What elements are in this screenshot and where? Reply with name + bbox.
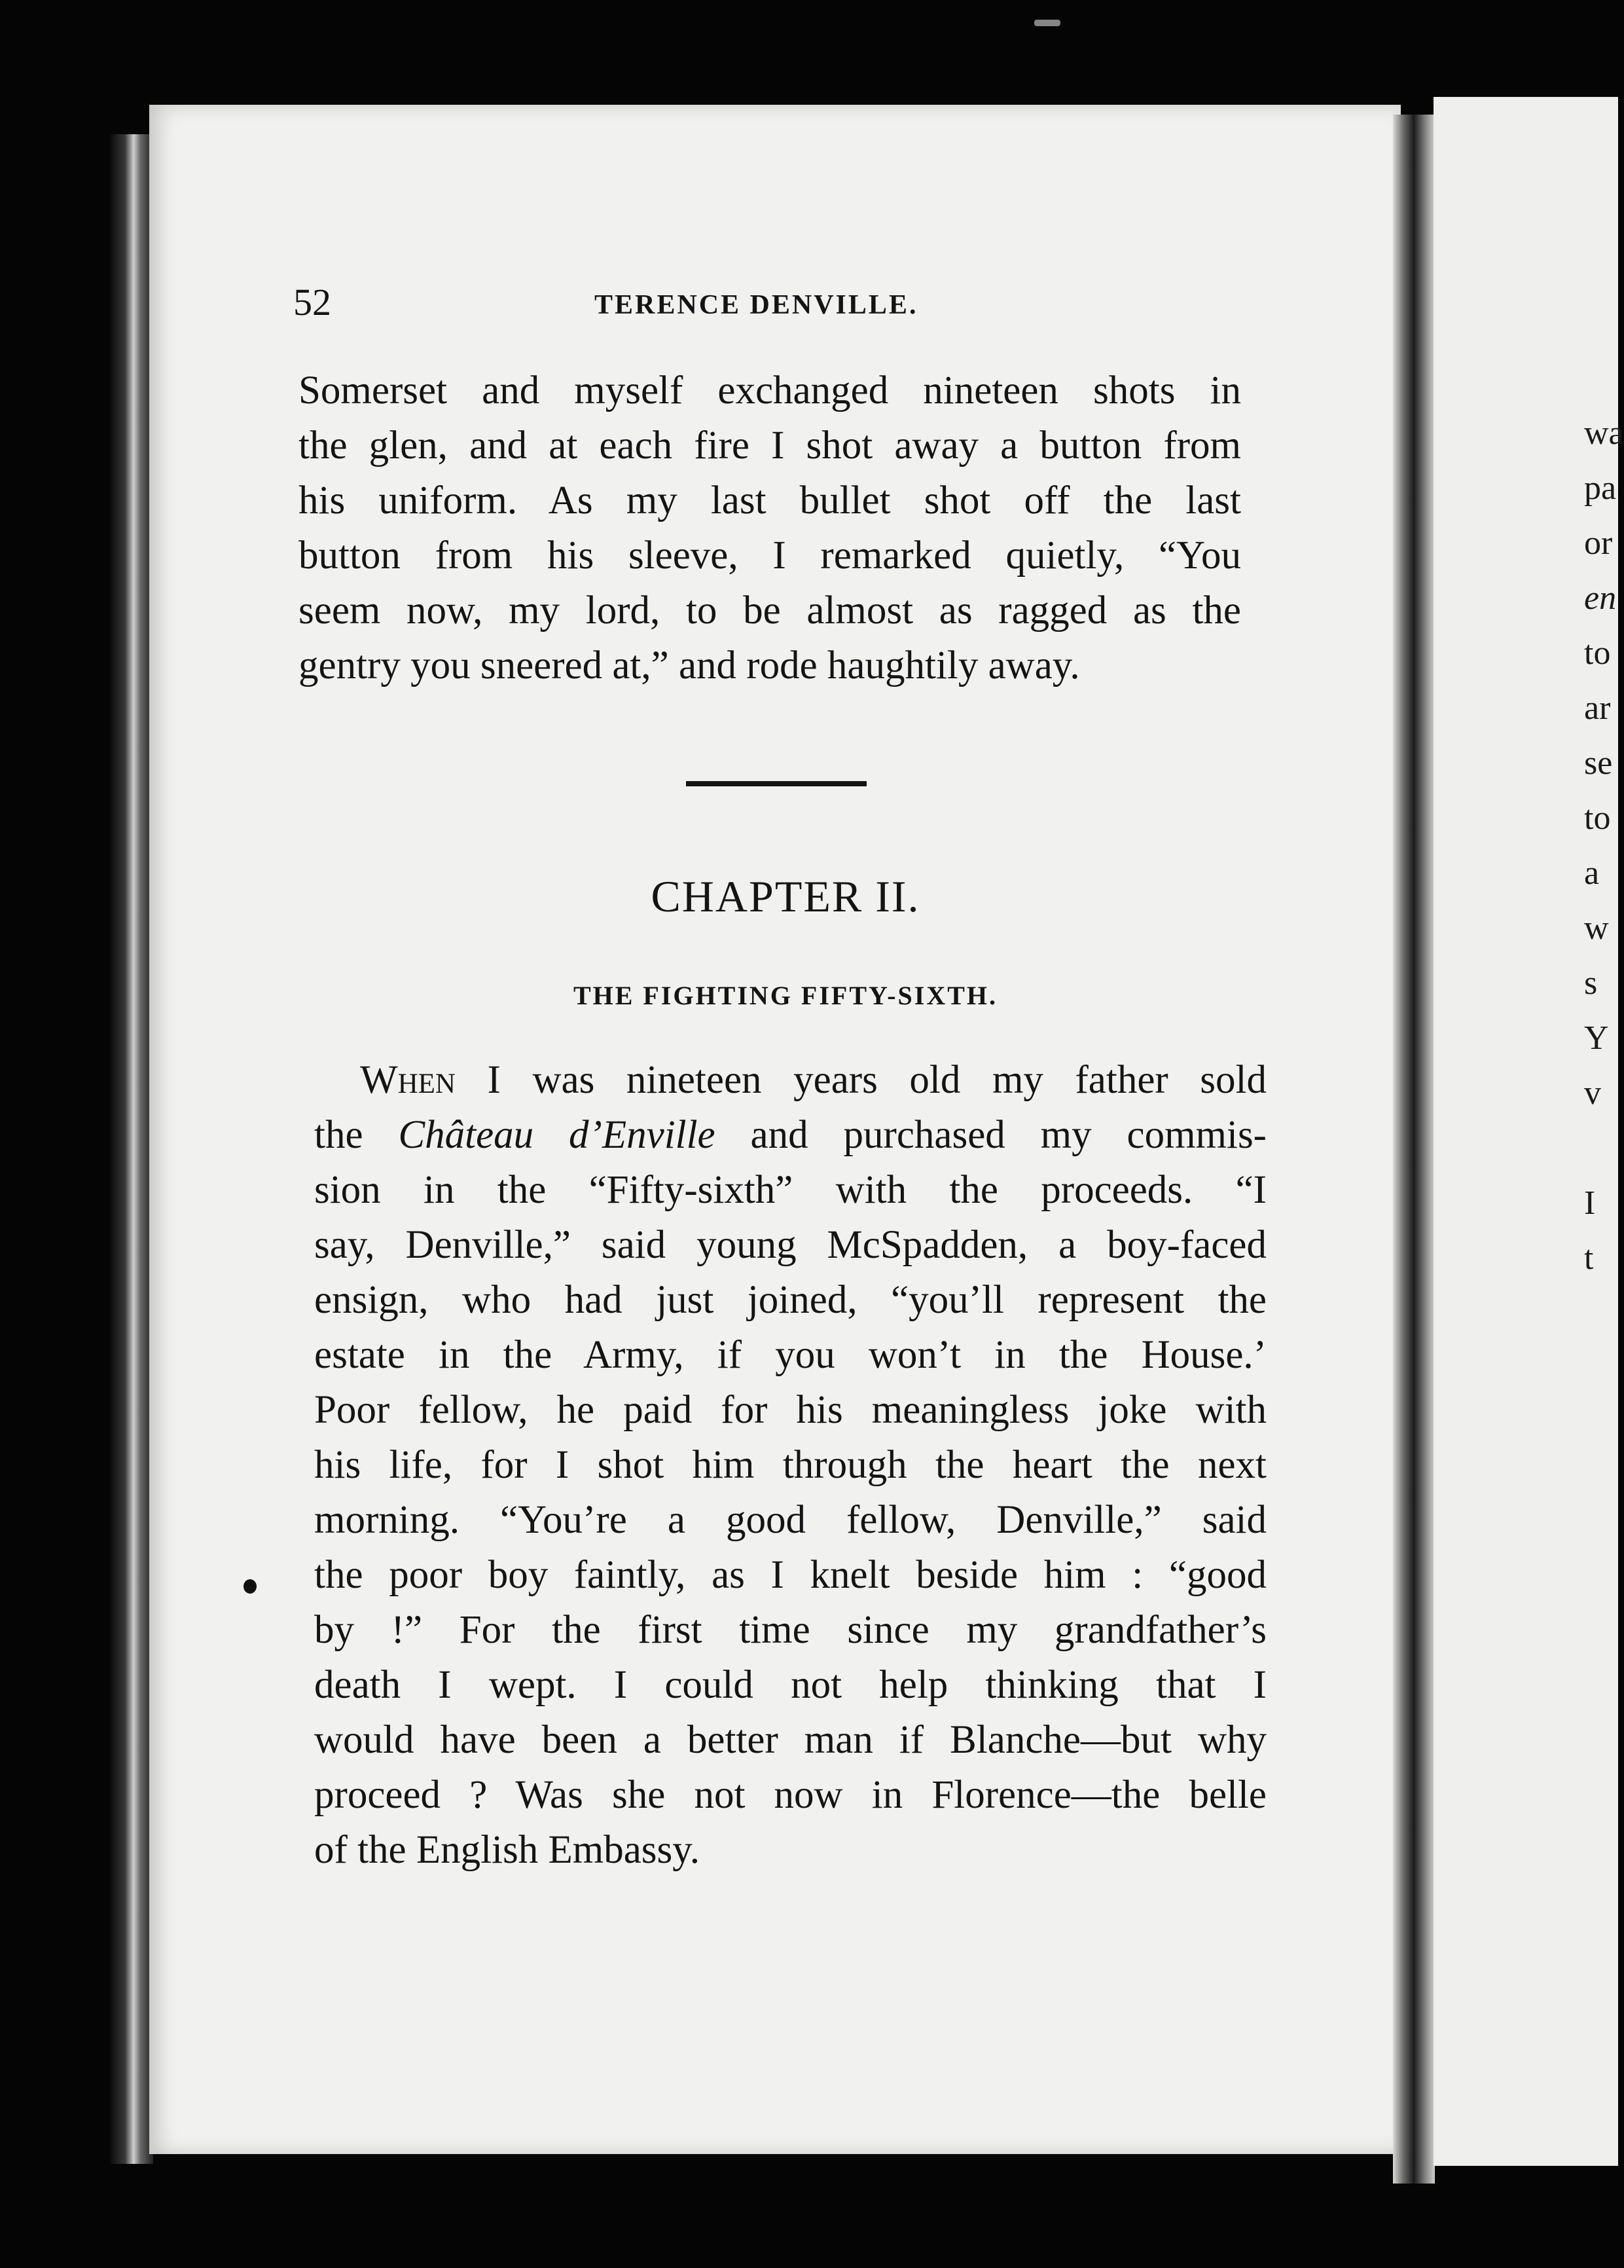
right-page-fragment: Y bbox=[1584, 1019, 1609, 1057]
running-head: TERENCE DENVILLE. bbox=[594, 290, 918, 320]
text-line: his uniform. As my last bullet shot off the last bbox=[298, 479, 1241, 522]
text-line bbox=[314, 1108, 1267, 1163]
text-line: his life, for I shot him through the heart the next bbox=[314, 1443, 1267, 1487]
text-line: death I wept. I could not help thinking that I bbox=[314, 1663, 1267, 1707]
text-line: would have been a better man if Blanche—but why bbox=[314, 1718, 1267, 1762]
right-page-fragment bbox=[1584, 1121, 1618, 1176]
book-spine-edge bbox=[110, 134, 153, 2164]
text-line: sion in the “Fifty-sixth” with the proceeds. “I bbox=[314, 1168, 1267, 1212]
right-page-fragment: I bbox=[1584, 1184, 1596, 1222]
drop-word: When bbox=[360, 1058, 456, 1102]
text-line: the poor boy faintly, as I knelt beside him : “good bbox=[314, 1553, 1267, 1597]
paragraph-2 bbox=[314, 1053, 1267, 1878]
section-divider bbox=[686, 781, 867, 786]
right-page-fragment: to bbox=[1584, 634, 1611, 672]
text-line: seem now, my lord, to be almost as ragged as the bbox=[298, 589, 1241, 632]
text-line: button from his sleeve, I remarked quietly, “You bbox=[298, 534, 1241, 577]
text-line: gentry you sneered at,” and rode haughtily away. bbox=[298, 644, 1080, 687]
right-page-fragment: se bbox=[1584, 744, 1613, 782]
right-page-fragment: ar bbox=[1584, 689, 1611, 727]
text-line: Poor fellow, he paid for his meaningless joke with bbox=[314, 1388, 1267, 1432]
right-page-fragment: a bbox=[1584, 854, 1600, 892]
text-line: ensign, who had just joined, “you’ll represent the bbox=[314, 1278, 1267, 1322]
italic-text-run: Château d’Enville bbox=[398, 1113, 715, 1157]
text-run: and purchased my commis- bbox=[715, 1113, 1267, 1157]
text-run: I was nineteen years old my father sold bbox=[455, 1058, 1267, 1102]
text-line: the glen, and at each fire I shot away a button from bbox=[298, 424, 1241, 467]
text-line: by !” For the first time since my grandfather’s bbox=[314, 1608, 1267, 1652]
right-page-fragment: pa bbox=[1584, 469, 1617, 507]
paragraph-1 bbox=[298, 363, 1241, 693]
text-line: Somerset and myself exchanged nineteen shots in bbox=[298, 369, 1241, 412]
dust-speck bbox=[1034, 20, 1060, 26]
right-page-fragment: v bbox=[1584, 1074, 1601, 1112]
right-page-fragment: s bbox=[1584, 964, 1598, 1002]
book-gutter bbox=[1393, 115, 1435, 2184]
page-number: 52 bbox=[293, 281, 331, 323]
chapter-subtitle: THE FIGHTING FIFTY-SIXTH. bbox=[573, 981, 998, 1010]
ink-speck bbox=[244, 1579, 257, 1594]
text-line: say, Denville,” said young McSpadden, a boy-faced bbox=[314, 1223, 1267, 1267]
text-line: of the English Embassy. bbox=[314, 1828, 700, 1872]
text-line: estate in the Army, if you won’t in the House.’ bbox=[314, 1333, 1267, 1377]
right-page-fragment: or bbox=[1584, 524, 1613, 562]
right-page-fragment: en bbox=[1584, 579, 1617, 617]
text-run: the bbox=[314, 1113, 399, 1157]
text-line bbox=[314, 1053, 1267, 1108]
page-header bbox=[293, 280, 1249, 326]
text-line: proceed ? Was she not now in Florence—the belle bbox=[314, 1773, 1267, 1817]
text-line: morning. “You’re a good fellow, Denville,” said bbox=[314, 1498, 1267, 1542]
right-page-fragment: w bbox=[1584, 909, 1609, 947]
chapter-title: CHAPTER II. bbox=[651, 871, 920, 921]
right-page-fragment: to bbox=[1584, 799, 1611, 837]
right-page-text-fragments bbox=[1584, 406, 1624, 1286]
right-page-fragment: t bbox=[1584, 1239, 1594, 1277]
right-page-fragment: wa bbox=[1584, 414, 1624, 452]
